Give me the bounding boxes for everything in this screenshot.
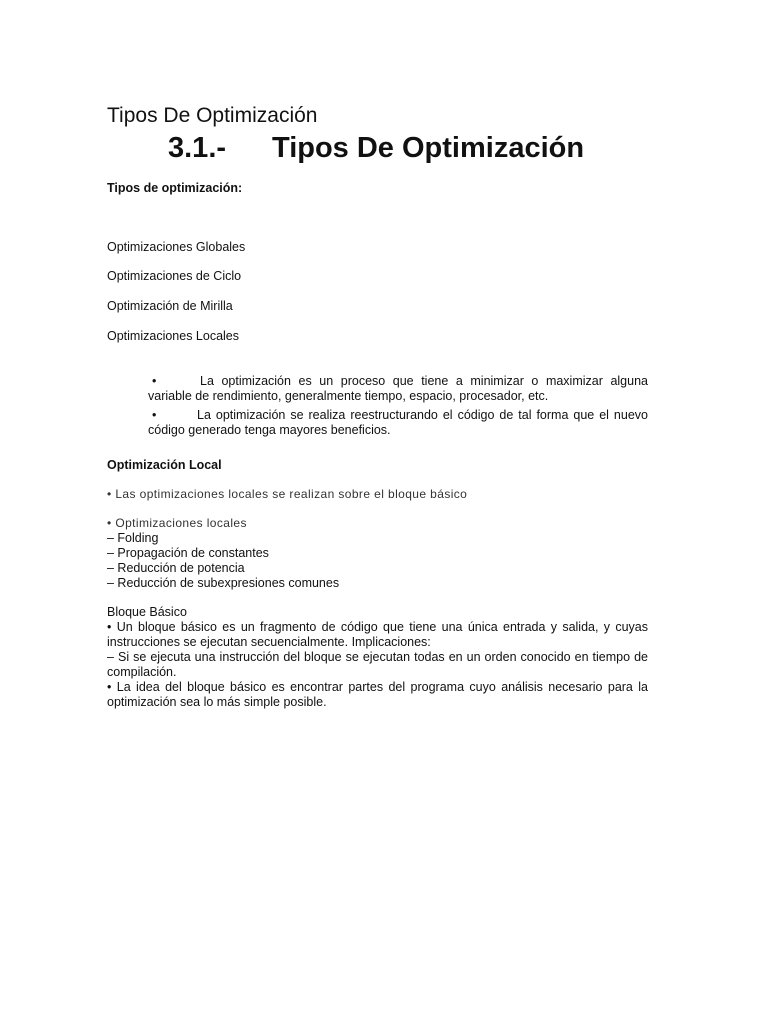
section-number: 3.1.- <box>168 132 227 164</box>
type-item-peephole: Optimización de Mirilla <box>107 299 233 313</box>
local-intro-block <box>107 487 648 502</box>
page-title: Tipos De Optimización <box>107 104 318 127</box>
basic-block-para3: • La idea del bloque básico es encontrar partes del programa cuyo análisis necesario para la optimización sea lo más simple posible. <box>107 680 648 709</box>
type-item-loop: Optimizaciones de Ciclo <box>107 269 242 283</box>
bullet-text: La optimización se realiza reestructurando el código de tal forma que el nuevo código generado tenga mayores beneficios. <box>148 408 648 437</box>
bullet-text: La optimización es un proceso que tiene a minimizar o maximizar alguna variable de rendimiento, generalmente tiempo, espacio, procesador, etc. <box>148 374 648 403</box>
local-heading: Optimización Local <box>107 458 222 472</box>
definition-bullets <box>148 374 648 442</box>
bullet-dot: • <box>152 408 157 422</box>
local-list-item: – Reducción de subexpresiones comunes <box>107 576 340 590</box>
section-heading <box>168 132 584 165</box>
local-list-block <box>107 516 648 591</box>
local-list-item: – Folding <box>107 531 159 545</box>
local-intro: • Las optimizaciones locales se realizan sobre el bloque básico <box>107 487 468 501</box>
type-item-global: Optimizaciones Globales <box>107 240 246 254</box>
local-list-item: – Propagación de constantes <box>107 546 269 560</box>
bullet-item <box>148 408 648 438</box>
basic-block-section <box>107 605 648 710</box>
bullet-dot: • <box>152 374 157 388</box>
type-item-local: Optimizaciones Locales <box>107 329 240 343</box>
basic-block-para2: – Si se ejecuta una instrucción del bloque se ejecutan todas en un orden conocido en tiempo de compilación. <box>107 650 648 679</box>
basic-block-title: Bloque Básico <box>107 605 187 619</box>
section-title: Tipos De Optimización <box>272 132 585 164</box>
types-label: Tipos de optimización: <box>107 181 243 195</box>
local-list-title: • Optimizaciones locales <box>107 516 247 530</box>
bullet-item <box>148 374 648 404</box>
basic-block-para1: • Un bloque básico es un fragmento de código que tiene una única entrada y salida, y cuyas instrucciones se ejecutan secuencialmente. Implicaciones: <box>107 620 648 649</box>
local-list-item: – Reducción de potencia <box>107 561 245 575</box>
